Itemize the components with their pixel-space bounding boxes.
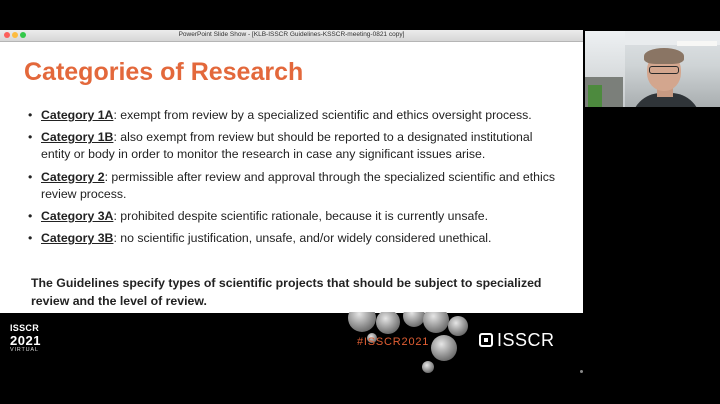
cell-sphere bbox=[423, 312, 449, 333]
cell-sphere bbox=[403, 312, 425, 327]
category-description: : also exempt from review but should be reported to a designated institutional entity or body in order to monitor the research in case any significant issues arise. bbox=[41, 130, 533, 162]
bullet-icon: • bbox=[28, 209, 33, 224]
category-description: : no scientific justification, unsafe, and/or widely considered unethical. bbox=[113, 231, 492, 246]
category-description: : permissible after review and approval through the specialized scientific and ethics review process. bbox=[41, 169, 556, 201]
slide-summary: The Guidelines specify types of scientific projects that should be subject to specialized review and the level of review. bbox=[31, 276, 542, 308]
powerpoint-slide-window bbox=[0, 30, 583, 313]
list-item bbox=[28, 169, 558, 203]
category-description: : exempt from review by a specialized scientific and ethics oversight process. bbox=[113, 108, 532, 122]
window-title: PowerPoint Slide Show - [KLB-ISSCR Guidelines-KSSCR-meeting-0821 copy] bbox=[178, 31, 405, 38]
speaker-glasses bbox=[649, 66, 679, 74]
category-name: Category 1B bbox=[41, 130, 114, 145]
logo-isscr-text: ISSCR bbox=[10, 323, 40, 333]
list-item bbox=[28, 208, 558, 225]
logo-virtual-text: VIRTUAL bbox=[10, 347, 39, 353]
category-name: Category 3A bbox=[41, 209, 114, 224]
isscr-logo-mark-icon bbox=[479, 333, 493, 347]
cell-sphere bbox=[422, 361, 434, 373]
category-name: Category 2 bbox=[41, 169, 105, 184]
event-hashtag: #ISSCR2021 bbox=[357, 336, 430, 348]
isscr-brand bbox=[479, 330, 555, 351]
isscr-2021-virtual-logo bbox=[10, 324, 44, 354]
list-item bbox=[28, 107, 558, 124]
speaker-hair bbox=[644, 48, 684, 64]
category-description: : prohibited despite scientific rationale, because it is currently unsafe. bbox=[113, 209, 489, 224]
ceiling-lamp bbox=[677, 41, 717, 46]
slide-title: Categories of Research bbox=[24, 58, 304, 86]
speaker-webcam-video bbox=[585, 31, 720, 107]
cell-sphere bbox=[431, 335, 457, 361]
cell-sphere bbox=[448, 316, 468, 336]
isscr-brand-text: ISSCR bbox=[497, 330, 555, 350]
category-name: Category 1A bbox=[41, 108, 114, 122]
mouse-cursor bbox=[580, 370, 583, 373]
list-item bbox=[28, 129, 558, 163]
list-item bbox=[28, 230, 558, 247]
window-titlebar bbox=[0, 30, 583, 42]
bullet-icon: • bbox=[28, 108, 33, 122]
bullet-icon: • bbox=[28, 231, 33, 246]
category-name: Category 3B bbox=[41, 231, 114, 246]
cell-sphere bbox=[348, 312, 376, 332]
logo-year-text: 2021 bbox=[10, 333, 41, 348]
bullet-icon: • bbox=[28, 130, 33, 145]
bullet-icon: • bbox=[28, 169, 33, 184]
category-list bbox=[28, 107, 558, 252]
background-plant bbox=[588, 85, 602, 107]
cell-sphere bbox=[376, 312, 400, 334]
